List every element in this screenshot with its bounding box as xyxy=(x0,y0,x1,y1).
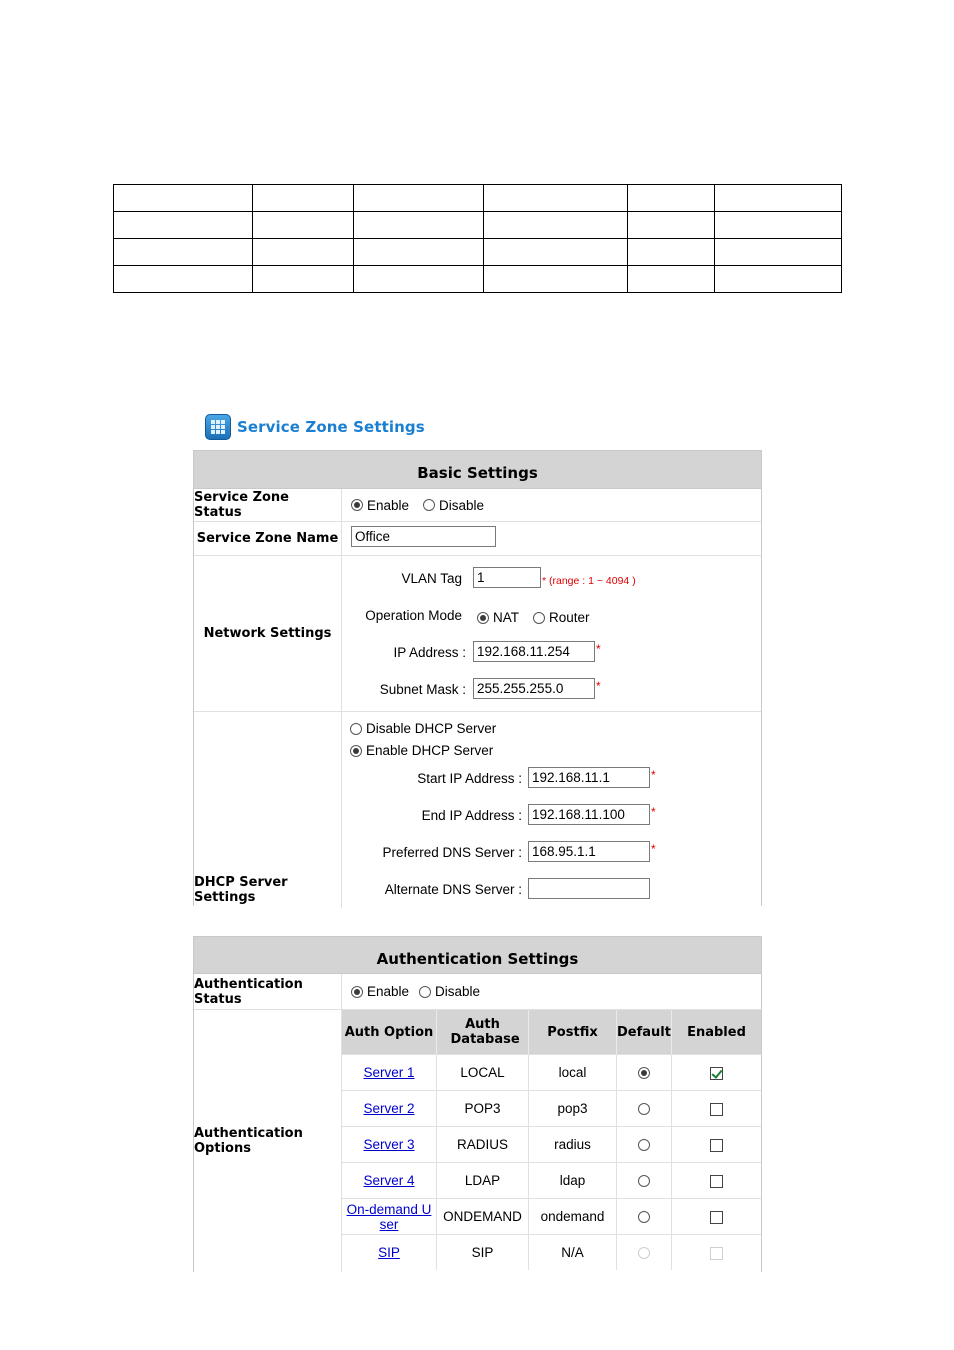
column-header-auth-option: Auth Option xyxy=(342,1010,437,1055)
default-cell xyxy=(617,1091,672,1127)
enabled-checkbox[interactable] xyxy=(710,1175,723,1188)
column-header-enabled: Enabled xyxy=(671,1010,761,1055)
table-cell xyxy=(114,212,253,239)
subnet-mask-input[interactable]: 255.255.255.0 xyxy=(473,678,595,699)
zone-status-enable-radio[interactable] xyxy=(351,498,409,513)
table-cell xyxy=(628,266,715,293)
vlan-range-hint: * (range : 1 ~ 4094 ) xyxy=(542,575,636,587)
auth-database-cell: LDAP xyxy=(437,1163,529,1199)
disable-dhcp-label: Disable DHCP Server xyxy=(366,721,497,736)
grid-icon xyxy=(205,414,231,440)
enable-dhcp-label: Enable DHCP Server xyxy=(366,743,494,758)
zone-status-disable-radio[interactable] xyxy=(423,498,484,513)
column-header-default: Default xyxy=(617,1010,672,1055)
radio-selected-icon xyxy=(351,986,363,998)
auth-database-cell: SIP xyxy=(437,1235,529,1271)
service-zone-name-row xyxy=(194,522,761,556)
zone-status-disable-label: Disable xyxy=(439,497,485,513)
table-row xyxy=(114,239,842,266)
auth-database-cell: POP3 xyxy=(437,1091,529,1127)
table-row xyxy=(114,212,842,239)
radio-selected-icon xyxy=(477,612,489,624)
enabled-checkbox[interactable] xyxy=(710,1103,723,1116)
auth-option-link-sip[interactable]: SIP xyxy=(378,1245,400,1260)
authentication-settings-panel xyxy=(193,936,762,1272)
table-row xyxy=(342,1235,761,1271)
default-radio[interactable] xyxy=(638,1139,650,1151)
default-cell xyxy=(617,1055,672,1091)
enabled-cell xyxy=(671,1055,761,1091)
auth-database-header-text: Auth Database xyxy=(450,1017,520,1047)
auth-database-cell: RADIUS xyxy=(437,1127,529,1163)
table-cell xyxy=(715,212,842,239)
enabled-checkbox-disabled xyxy=(710,1247,723,1260)
service-zone-name-label: Service Zone Name xyxy=(194,522,342,555)
table-row xyxy=(114,185,842,212)
table-cell xyxy=(628,185,715,212)
mode-router-radio[interactable] xyxy=(533,610,590,625)
table-cell xyxy=(253,185,354,212)
table-cell xyxy=(484,212,628,239)
table-cell xyxy=(354,266,484,293)
radio-selected-icon xyxy=(350,745,362,757)
end-ip-label: End IP Address : xyxy=(421,808,522,823)
page-title-text: Service Zone Settings xyxy=(237,418,425,436)
enabled-checkbox[interactable] xyxy=(710,1211,723,1224)
table-row xyxy=(342,1163,761,1199)
table-cell xyxy=(628,239,715,266)
radio-icon xyxy=(350,723,362,735)
authentication-status-label: Authentication Status xyxy=(194,974,342,1009)
network-settings-label: Network Settings xyxy=(194,556,342,711)
vlan-tag-input[interactable]: 1 xyxy=(473,567,541,588)
column-header-auth-database xyxy=(437,1010,529,1055)
preferred-dns-label: Preferred DNS Server : xyxy=(382,845,522,860)
table-cell xyxy=(354,185,484,212)
table-cell xyxy=(484,239,628,266)
enabled-cell xyxy=(671,1199,761,1235)
default-radio[interactable] xyxy=(638,1211,650,1223)
required-marker: * xyxy=(596,679,601,693)
start-ip-label: Start IP Address : xyxy=(417,771,522,786)
dhcp-settings-row xyxy=(194,712,761,908)
auth-option-cell xyxy=(342,1163,437,1199)
radio-icon xyxy=(423,499,435,511)
table-row xyxy=(342,1127,761,1163)
authentication-options-row xyxy=(194,1010,761,1272)
table-cell xyxy=(354,239,484,266)
default-cell xyxy=(617,1199,672,1235)
enabled-checkbox[interactable] xyxy=(710,1139,723,1152)
table-cell xyxy=(484,185,628,212)
enabled-cell xyxy=(671,1127,761,1163)
subnet-mask-label: Subnet Mask : xyxy=(379,682,466,697)
required-marker: * xyxy=(651,842,656,856)
table-header-row xyxy=(342,1010,761,1055)
enabled-cell xyxy=(671,1091,761,1127)
required-marker: * xyxy=(651,805,656,819)
required-marker: * xyxy=(596,642,601,656)
table-cell xyxy=(253,239,354,266)
enable-dhcp-radio[interactable] xyxy=(350,743,493,758)
table-cell xyxy=(114,185,253,212)
radio-icon xyxy=(419,986,431,998)
auth-option-link-server-1[interactable]: Server 1 xyxy=(363,1065,415,1080)
mode-nat-radio[interactable] xyxy=(477,610,519,625)
required-marker: * xyxy=(651,768,656,782)
authentication-options-label: Authentication Options xyxy=(194,1010,342,1272)
postfix-cell: pop3 xyxy=(529,1091,617,1127)
network-settings-row xyxy=(194,556,761,712)
default-cell xyxy=(617,1163,672,1199)
auth-option-cell xyxy=(342,1235,437,1271)
postfix-cell: local xyxy=(529,1055,617,1091)
auth-database-cell: LOCAL xyxy=(437,1055,529,1091)
auth-option-cell xyxy=(342,1199,437,1235)
mode-router-label: Router xyxy=(549,610,590,625)
basic-settings-panel xyxy=(193,450,762,906)
auth-option-link-server-2[interactable]: Server 2 xyxy=(363,1101,415,1116)
table-cell xyxy=(253,212,354,239)
table-row xyxy=(342,1199,761,1235)
dhcp-settings-label: DHCP Server Settings xyxy=(194,712,342,908)
table-cell xyxy=(715,239,842,266)
service-zone-status-row xyxy=(194,489,761,522)
table-cell xyxy=(114,239,253,266)
page-title xyxy=(205,413,425,441)
preferred-dns-input[interactable]: 168.95.1.1 xyxy=(528,841,650,862)
table-cell xyxy=(484,266,628,293)
table-row xyxy=(342,1055,761,1091)
auth-status-disable-label: Disable xyxy=(435,984,481,999)
auth-status-enable-label: Enable xyxy=(367,984,410,999)
table-cell xyxy=(715,266,842,293)
table-cell xyxy=(715,185,842,212)
auth-option-cell xyxy=(342,1091,437,1127)
postfix-cell: N/A xyxy=(529,1235,617,1271)
default-cell xyxy=(617,1235,672,1271)
table-row xyxy=(114,266,842,293)
auth-option-link-server-3[interactable]: Server 3 xyxy=(363,1137,415,1152)
postfix-cell: radius xyxy=(529,1127,617,1163)
postfix-cell: ondemand xyxy=(529,1199,617,1235)
enabled-checkbox[interactable] xyxy=(710,1067,723,1080)
radio-icon xyxy=(533,612,545,624)
auth-option-link-on-demand-user[interactable]: On-demand User xyxy=(346,1201,432,1232)
default-radio[interactable] xyxy=(638,1067,650,1079)
enabled-cell xyxy=(671,1235,761,1271)
ip-address-label: IP Address : xyxy=(393,645,466,660)
default-radio[interactable] xyxy=(638,1175,650,1187)
ip-address-input[interactable]: 192.168.11.254 xyxy=(473,641,595,662)
authentication-status-row xyxy=(194,974,761,1010)
service-zone-status-label: Service Zone Status xyxy=(194,489,342,521)
start-ip-input[interactable]: 192.168.11.1 xyxy=(528,767,650,788)
operation-mode-label: Operation Mode xyxy=(365,608,462,623)
zone-status-enable-label: Enable xyxy=(367,497,410,513)
auth-option-link-server-4[interactable]: Server 4 xyxy=(363,1173,415,1188)
mode-nat-label: NAT xyxy=(493,610,519,625)
column-header-postfix: Postfix xyxy=(529,1010,617,1055)
auth-options-table xyxy=(342,1010,761,1270)
table-cell xyxy=(354,212,484,239)
disable-dhcp-radio[interactable] xyxy=(350,721,496,736)
auth-status-disable-radio[interactable] xyxy=(419,984,480,999)
auth-option-cell xyxy=(342,1127,437,1163)
postfix-cell: ldap xyxy=(529,1163,617,1199)
default-cell xyxy=(617,1127,672,1163)
authentication-settings-header: Authentication Settings xyxy=(194,936,761,974)
auth-status-enable-radio[interactable] xyxy=(351,984,409,999)
auth-option-cell xyxy=(342,1055,437,1091)
table-cell xyxy=(253,266,354,293)
default-radio[interactable] xyxy=(638,1103,650,1115)
table-cell xyxy=(114,266,253,293)
vlan-tag-label: VLAN Tag xyxy=(401,571,462,586)
empty-table xyxy=(113,184,842,293)
enabled-cell xyxy=(671,1163,761,1199)
alternate-dns-input[interactable] xyxy=(528,878,650,899)
auth-database-cell: ONDEMAND xyxy=(437,1199,529,1235)
end-ip-input[interactable]: 192.168.11.100 xyxy=(528,804,650,825)
service-zone-name-input[interactable]: Office xyxy=(351,526,496,547)
table-row xyxy=(342,1091,761,1127)
table-cell xyxy=(628,212,715,239)
default-radio-disabled xyxy=(638,1247,650,1259)
basic-settings-header: Basic Settings xyxy=(194,450,761,489)
radio-selected-icon xyxy=(351,499,363,511)
alternate-dns-label: Alternate DNS Server : xyxy=(384,882,522,897)
